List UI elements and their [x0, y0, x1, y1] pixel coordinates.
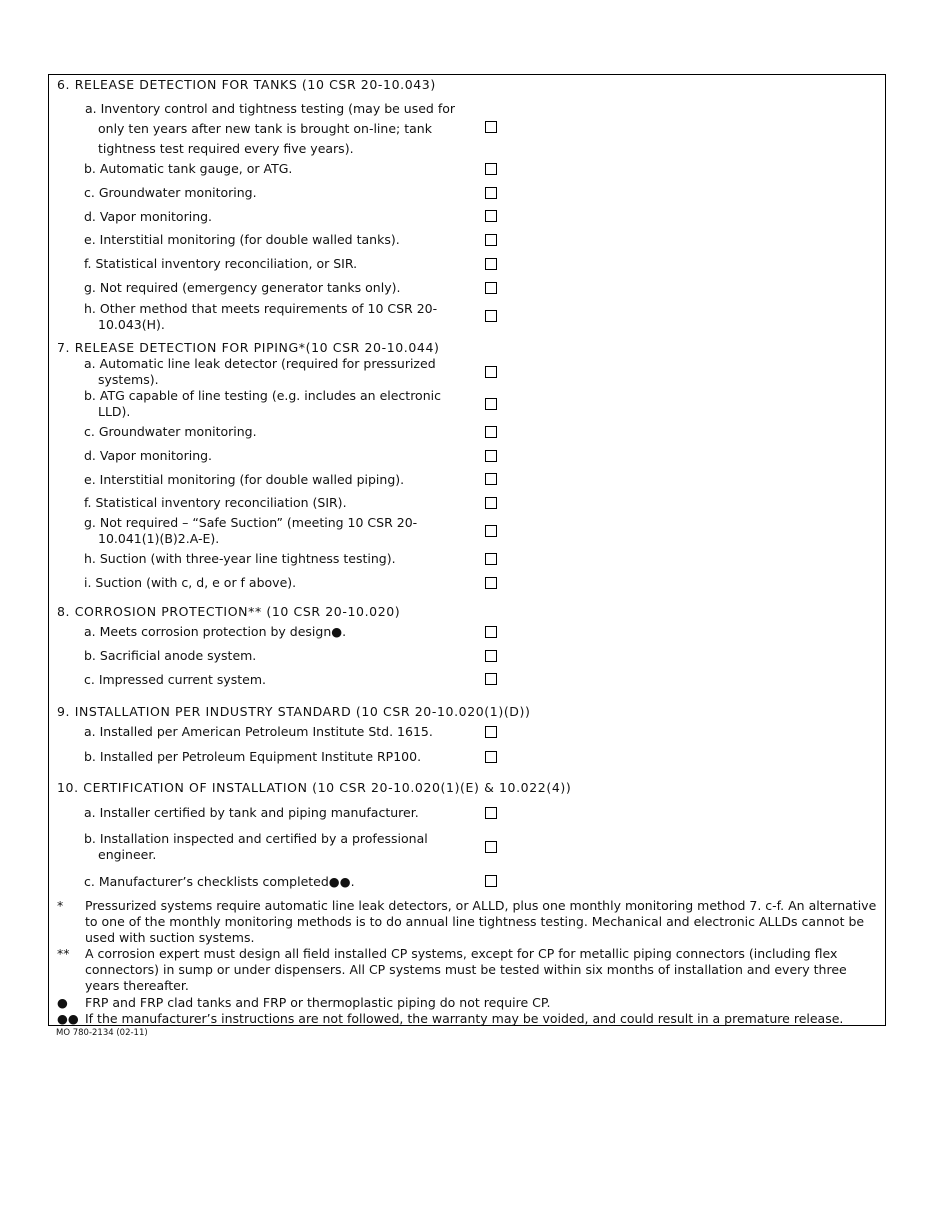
s7-c-checkbox[interactable] [485, 426, 497, 438]
s7-c-label: c. Groundwater monitoring. [84, 424, 257, 439]
s7-g-label-line1: g. Not required – “Safe Suction” (meeting 10 CSR 20- [84, 515, 418, 530]
s10-b-label-line2: engineer. [98, 847, 157, 862]
footnote-double-star-symbol: ** [57, 946, 70, 961]
footnote-double-bullet-text: If the manufacturer’s instructions are not followed, the warranty may be voided, and could result in a premature release. [85, 1011, 844, 1026]
s6-e-checkbox[interactable] [485, 234, 497, 246]
s6-c-checkbox[interactable] [485, 187, 497, 199]
s8-a-label: a. Meets corrosion protection by design●. [84, 624, 347, 639]
form-number: MO 780-2134 (02-11) [56, 1028, 148, 1038]
s6-a-label-line1: a. Inventory control and tightness testing (may be used for [85, 101, 456, 116]
s8-a-checkbox[interactable] [485, 626, 497, 638]
s6-h-label-line2: 10.043(H). [98, 317, 165, 332]
section-10-heading: 10. CERTIFICATION OF INSTALLATION (10 CSR 20-10.020(1)(E) & 10.022(4)) [57, 780, 572, 795]
s10-b-label-line1: b. Installation inspected and certified by a professional [84, 831, 428, 846]
s6-a-checkbox[interactable] [485, 121, 497, 133]
s7-b-label-line1: b. ATG capable of line testing (e.g. includes an electronic [84, 388, 441, 403]
s7-a-label-line2: systems). [98, 372, 159, 387]
s6-e-label: e. Interstitial monitoring (for double walled tanks). [84, 232, 400, 247]
s7-e-label: e. Interstitial monitoring (for double walled piping). [84, 472, 405, 487]
s7-f-checkbox[interactable] [485, 497, 497, 509]
s7-a-label-line1: a. Automatic line leak detector (required for pressurized [84, 356, 436, 371]
s7-g-checkbox[interactable] [485, 525, 497, 537]
s9-a-label: a. Installed per American Petroleum Institute Std. 1615. [84, 724, 433, 739]
s6-f-label: f. Statistical inventory reconciliation, or SIR. [84, 256, 358, 271]
s7-b-label-line2: LLD). [98, 404, 131, 419]
footnote-double-bullet-symbol: ●● [57, 1011, 79, 1026]
s7-i-label: i. Suction (with c, d, e or f above). [84, 575, 297, 590]
s6-f-checkbox[interactable] [485, 258, 497, 270]
s6-b-label: b. Automatic tank gauge, or ATG. [84, 161, 293, 176]
s8-b-checkbox[interactable] [485, 650, 497, 662]
s7-i-checkbox[interactable] [485, 577, 497, 589]
s6-d-checkbox[interactable] [485, 210, 497, 222]
s10-a-label: a. Installer certified by tank and piping manufacturer. [84, 805, 419, 820]
s7-h-checkbox[interactable] [485, 553, 497, 565]
s7-b-checkbox[interactable] [485, 398, 497, 410]
s8-c-label: c. Impressed current system. [84, 672, 267, 687]
s6-g-label: g. Not required (emergency generator tanks only). [84, 280, 401, 295]
s6-h-label-line1: h. Other method that meets requirements of 10 CSR 20- [84, 301, 438, 316]
s8-b-label: b. Sacrificial anode system. [84, 648, 257, 663]
s7-h-label: h. Suction (with three-year line tightness testing). [84, 551, 396, 566]
section-6-heading: 6. RELEASE DETECTION FOR TANKS (10 CSR 20-10.043) [57, 77, 436, 92]
footnote-bullet-text: FRP and FRP clad tanks and FRP or thermoplastic piping do not require CP. [85, 995, 551, 1010]
section-7-heading: 7. RELEASE DETECTION FOR PIPING*(10 CSR 20-10.044) [57, 340, 440, 355]
s7-a-checkbox[interactable] [485, 366, 497, 378]
s9-a-checkbox[interactable] [485, 726, 497, 738]
s7-g-label-line2: 10.041(1)(B)2.A-E). [98, 531, 220, 546]
s9-b-label: b. Installed per Petroleum Equipment Institute RP100. [84, 749, 422, 764]
s7-e-checkbox[interactable] [485, 473, 497, 485]
footnote-double-star-text: A corrosion expert must design all field installed CP systems, except for CP for metallic piping connectors (including flex connectors) in sump or under dispensers. All CP systems must be tested within six months of installation and every three years thereafter. [85, 946, 847, 993]
section-9-heading: 9. INSTALLATION PER INDUSTRY STANDARD (10 CSR 20-10.020(1)(D)) [57, 704, 531, 719]
s6-d-label: d. Vapor monitoring. [84, 209, 213, 224]
s10-c-label: c. Manufacturer’s checklists completed●●. [84, 874, 355, 889]
s10-c-checkbox[interactable] [485, 875, 497, 887]
s7-f-label: f. Statistical inventory reconciliation (SIR). [84, 495, 347, 510]
footnote-bullet-symbol: ● [57, 995, 68, 1010]
s6-a-label-line2: only ten years after new tank is brought on-line; tank [98, 121, 432, 136]
s9-b-checkbox[interactable] [485, 751, 497, 763]
footnote-star-text: Pressurized systems require automatic line leak detectors, or ALLD, plus one monthly monitoring method 7. c-f. An alternative to one of the monthly monitoring methods is to do annual line tightness testing. Mechanical and electronic ALLDs cannot be used with suction systems. [85, 898, 877, 945]
s6-h-checkbox[interactable] [485, 310, 497, 322]
s6-g-checkbox[interactable] [485, 282, 497, 294]
s6-a-label-line3: tightness test required every five years). [98, 141, 354, 156]
s7-d-label: d. Vapor monitoring. [84, 448, 213, 463]
s8-c-checkbox[interactable] [485, 673, 497, 685]
s6-c-label: c. Groundwater monitoring. [84, 185, 257, 200]
s10-a-checkbox[interactable] [485, 807, 497, 819]
footnote-star-symbol: * [57, 898, 64, 913]
s10-b-checkbox[interactable] [485, 841, 497, 853]
s6-b-checkbox[interactable] [485, 163, 497, 175]
section-8-heading: 8. CORROSION PROTECTION** (10 CSR 20-10.020) [57, 604, 401, 619]
s7-d-checkbox[interactable] [485, 450, 497, 462]
